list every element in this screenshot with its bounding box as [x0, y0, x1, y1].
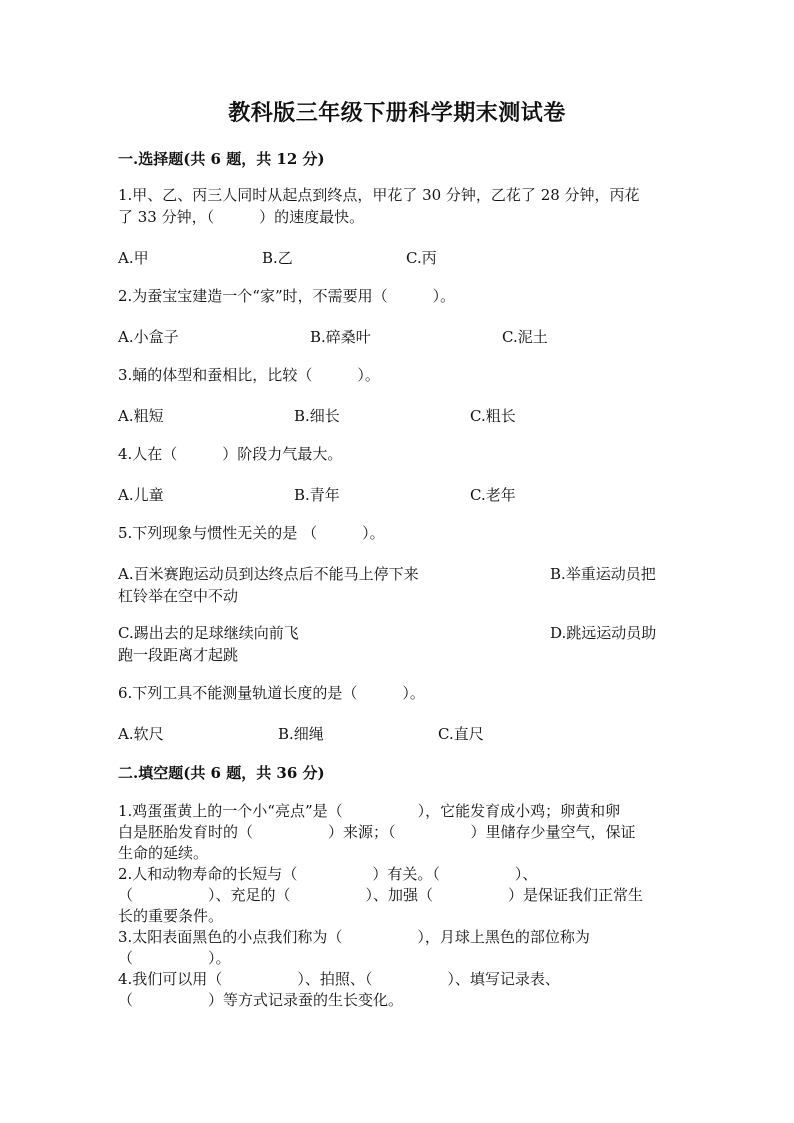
question-6-option-a: A.软尺: [118, 725, 164, 743]
question-2-option-b: B.碎桑叶: [310, 328, 371, 346]
section-heading-fill: 二.填空题(共 6 题，共 36 分): [118, 764, 325, 782]
question-3-option-c: C.粗长: [470, 407, 516, 425]
question-4-option-a: A.儿童: [118, 486, 164, 504]
fill-line-2: 白是胚胎发育时的（ ）来源；（ ）里储存少量空气，保证: [118, 823, 636, 841]
fill-line-3: 生命的延续。: [118, 844, 209, 862]
question-1-option-a: A.甲: [118, 249, 149, 267]
question-5-option-d-cont: 跑一段距离才起跳: [118, 646, 239, 664]
page-title: 教科版三年级下册科学期末测试卷: [228, 100, 566, 126]
question-6-line-1: 6.下列工具不能测量轨道长度的是（ ）。: [118, 684, 425, 702]
question-5-option-d: D.跳远运动员助: [550, 624, 657, 642]
question-5-option-b-cont: 杠铃举在空中不动: [118, 587, 239, 605]
fill-line-10: （ ）等方式记录蚕的生长变化。: [118, 991, 404, 1009]
question-2-option-a: A.小盒子: [118, 328, 179, 346]
question-4-line-1: 4.人在（ ）阶段力气最大。: [118, 445, 343, 463]
question-2-line-1: 2.为蚕宝宝建造一个“家”时，不需要用（ ）。: [118, 287, 456, 305]
fill-line-5: （ ）、充足的（ ）、加强（ ）是保证我们正常生: [118, 886, 644, 904]
question-3-option-a: A.粗短: [118, 407, 164, 425]
question-5-option-b: B.举重运动员把: [550, 565, 656, 583]
question-3-option-b: B.细长: [294, 407, 340, 425]
fill-line-6: 长的重要条件。: [118, 907, 224, 925]
question-5-option-c: C.踢出去的足球继续向前飞: [118, 624, 299, 642]
fill-line-9: 4.我们可以用（ ）、拍照、（ ）、填写记录表、: [118, 970, 560, 988]
question-5-line-1: 5.下列现象与惯性无关的是 （ ）。: [118, 524, 385, 542]
question-1-line-2: 了 33 分钟，（ ）的速度最快。: [118, 208, 365, 226]
question-6-option-c: C.直尺: [438, 725, 484, 743]
question-5-option-a: A.百米赛跑运动员到达终点后不能马上停下来: [118, 565, 419, 583]
question-6-option-b: B.细绳: [278, 725, 324, 743]
question-1-option-b: B.乙: [262, 249, 293, 267]
section-heading-choice: 一.选择题(共 6 题，共 12 分): [118, 150, 325, 168]
question-4-option-b: B.青年: [294, 486, 340, 504]
question-2-option-c: C.泥土: [502, 328, 548, 346]
question-3-line-1: 3.蛹的体型和蚕相比，比较（ ）。: [118, 366, 380, 384]
fill-line-8: （ ）。: [118, 949, 231, 967]
question-1-line-1: 1.甲、乙、丙三人同时从起点到终点，甲花了 30 分钟，乙花了 28 分钟，丙花: [118, 186, 640, 204]
fill-line-7: 3.太阳表面黑色的小点我们称为（ ），月球上黑色的部位称为: [118, 928, 590, 946]
question-1-option-c: C.丙: [406, 249, 437, 267]
question-4-option-c: C.老年: [470, 486, 516, 504]
fill-line-1: 1.鸡蛋蛋黄上的一个小“亮点”是（ ），它能发育成小鸡；卵黄和卵: [118, 802, 621, 820]
fill-line-4: 2.人和动物寿命的长短与（ ）有关。（ ）、: [118, 865, 538, 883]
